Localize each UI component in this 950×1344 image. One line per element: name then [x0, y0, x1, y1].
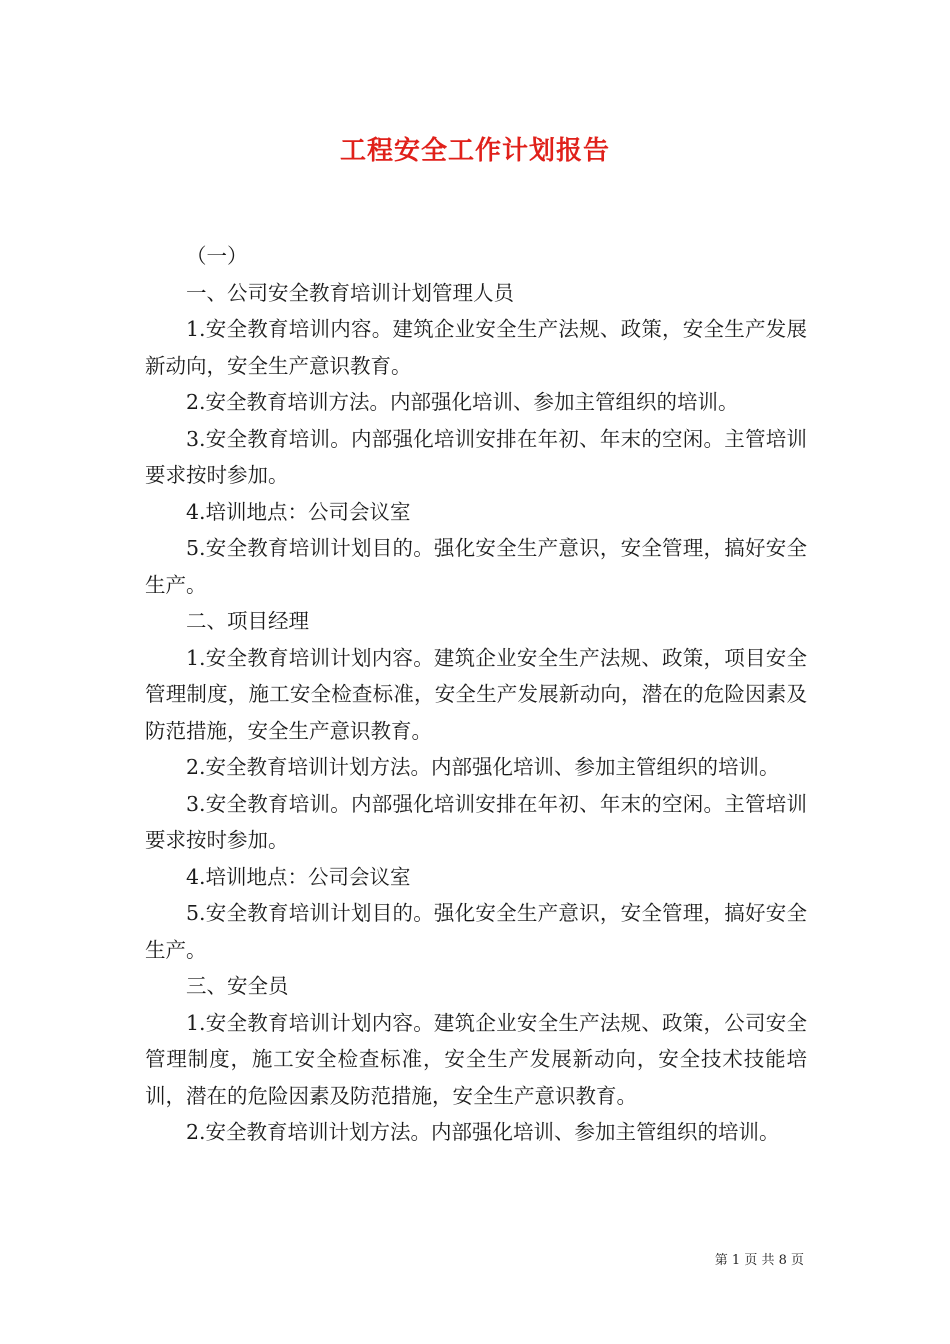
paragraph: 1.安全教育培训计划内容。建筑企业安全生产法规、政策，项目安全管理制度，施工安全检查标准，安全生产发展新动向，潜在的危险因素及防范措施，安全生产意识教育。 — [145, 645, 807, 743]
paragraph: （一） — [186, 244, 248, 268]
page-number-footer: 第 1 页 共 8 页 — [714, 1253, 804, 1268]
section-heading: 三、安全员 — [186, 974, 289, 998]
paragraph: 3.安全教育培训。内部强化培训安排在年初、年末的空闲。主管培训要求按时参加。 — [145, 426, 807, 487]
document-title: 工程安全工作计划报告 — [339, 136, 610, 166]
paragraph: 2.安全教育培训计划方法。内部强化培训、参加主管组织的培训。 — [186, 1120, 780, 1144]
paragraph: 2.安全教育培训方法。内部强化培训、参加主管组织的培训。 — [186, 390, 739, 414]
section-heading: 一、公司安全教育培训计划管理人员 — [186, 280, 514, 305]
document-body — [145, 238, 807, 1151]
paragraph: 4.培训地点：公司会议室 — [186, 499, 411, 524]
paragraph: 4.培训地点：公司会议室 — [186, 864, 411, 889]
paragraph: 5.安全教育培训计划目的。强化安全生产意识，安全管理，搞好安全生产。 — [145, 901, 807, 962]
paragraph: 3.安全教育培训。内部强化培训安排在年初、年末的空闲。主管培训要求按时参加。 — [145, 791, 807, 852]
section-heading: 二、项目经理 — [186, 609, 309, 633]
paragraph: 5.安全教育培训计划目的。强化安全生产意识，安全管理，搞好安全生产。 — [145, 536, 807, 597]
paragraph: 1.安全教育培训内容。建筑企业安全生产法规、政策，安全生产发展新动向，安全生产意识教育。 — [145, 317, 807, 378]
paragraph: 1.安全教育培训计划内容。建筑企业安全生产法规、政策，公司安全管理制度，施工安全检查标准，安全生产发展新动向，安全技术技能培训，潜在的危险因素及防范措施，安全生产意识教育。 — [145, 1010, 807, 1108]
paragraph: 2.安全教育培训计划方法。内部强化培训、参加主管组织的培训。 — [186, 755, 780, 779]
